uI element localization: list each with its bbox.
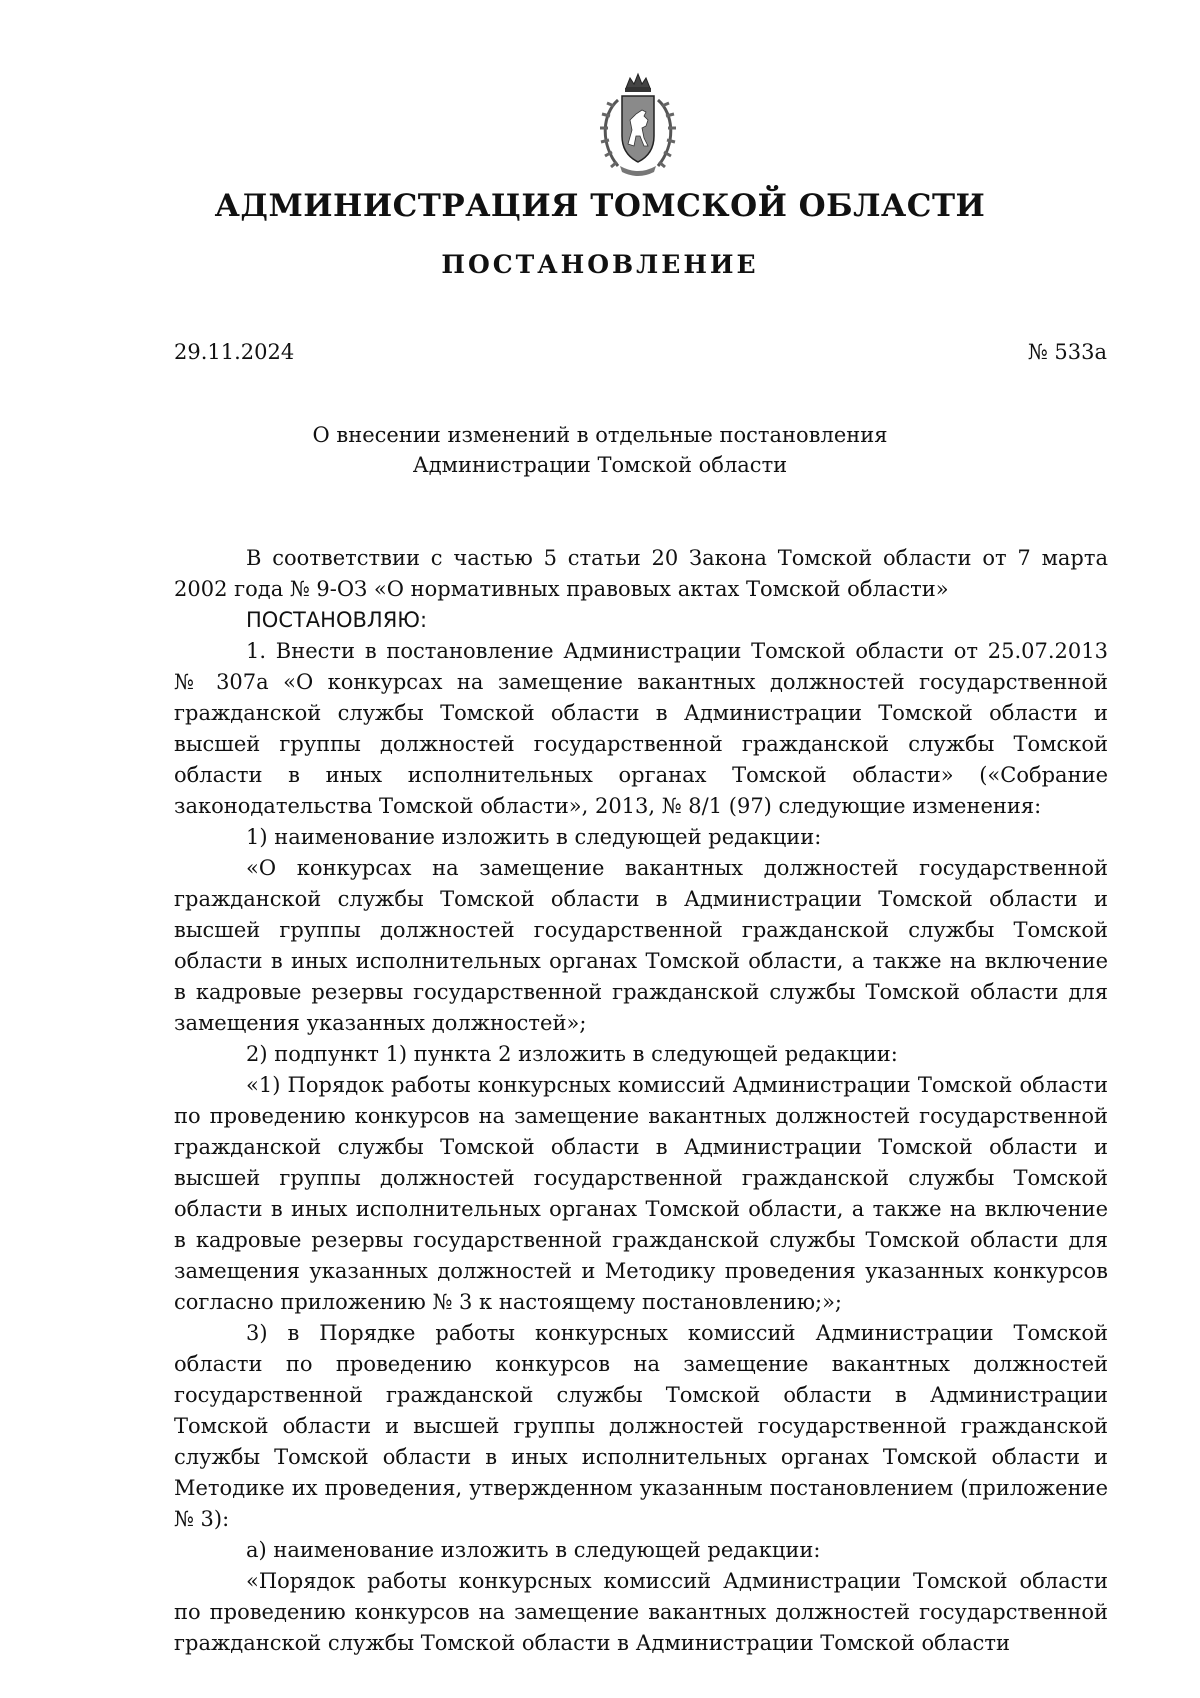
paragraph-quote-title: «О конкурсах на замещение вакантных должностей государственной гражданской службы Томской области в Администрации Томской области и высшей группы должностей государственной гражданской службы Томской области в иных исполнительных органах Томской области, а также на включение в кадровые резервы государственной гражданской службы Томской области для замещения указанных должностей»;: [174, 856, 1108, 1035]
paragraph-subitem-2: 2) подпункт 1) пункта 2 изложить в следующей редакции:: [246, 1042, 898, 1066]
paragraph-quote-procedure: «Порядок работы конкурсных комиссий Администрации Томской области по проведению конкурсов на замещение вакантных должностей государственной гражданской службы Томской области в Администрации Томской области: [174, 1569, 1108, 1655]
document-body: [174, 543, 1108, 1659]
document-number: № 533а: [1027, 340, 1107, 364]
paragraph-item-1: 1. Внести в постановление Администрации Томской области от 25.07.2013 № 307а «О конкурсах на замещение вакантных должностей государственной гражданской службы Томской области в Администрации Томской области и высшей группы должностей государственной гражданской службы Томской области в иных исполнительных органах Томской области» («Собрание законодательства Томской области», 2013, № 8/1 (97) следующие изменения:: [174, 639, 1108, 818]
decree-word: ПОСТАНОВЛЯЮ:: [246, 608, 428, 632]
subject-line-2: Администрации Томской области: [412, 453, 788, 477]
subject-line-1: О внесении изменений в отдельные постановления: [312, 423, 888, 447]
paragraph-quote-subpoint: «1) Порядок работы конкурсных комиссий Администрации Томской области по проведению конкурсов на замещение вакантных должностей государственной гражданской службы Томской области в Администрации Томской области и высшей группы должностей государственной гражданской службы Томской области в иных исполнительных органах Томской области, а также на включение в кадровые резервы государственной гражданской службы Томской области для замещения указанных должностей и Методику проведения указанных конкурсов согласно приложению № 3 к настоящему постановлению;»;: [174, 1073, 1108, 1314]
paragraph-subitem-a: а) наименование изложить в следующей редакции:: [246, 1538, 821, 1562]
paragraph-subitem-3: 3) в Порядке работы конкурсных комиссий Администрации Томской области по проведению конкурсов на замещение вакантных должностей государственной гражданской службы Томской области в Администрации Томской области и высшей группы должностей государственной гражданской службы Томской области в иных исполнительных органах Томской области и Методике их проведения, утвержденном указанным постановлением (приложение № 3):: [174, 1321, 1108, 1531]
paragraph-subitem-1: 1) наименование изложить в следующей редакции:: [246, 825, 822, 849]
document-date: 29.11.2024: [174, 340, 295, 364]
document-type-heading: ПОСТАНОВЛЕНИЕ: [441, 250, 759, 279]
preamble-paragraph: В соответствии с частью 5 статьи 20 Закона Томской области от 7 марта 2002 года № 9-ОЗ «О нормативных правовых актах Томской области»: [174, 546, 1108, 601]
coat-of-arms-emblem: [588, 70, 688, 182]
organization-title: АДМИНИСТРАЦИЯ ТОМСКОЙ ОБЛАСТИ: [214, 188, 986, 224]
document-subject: [0, 420, 1200, 480]
